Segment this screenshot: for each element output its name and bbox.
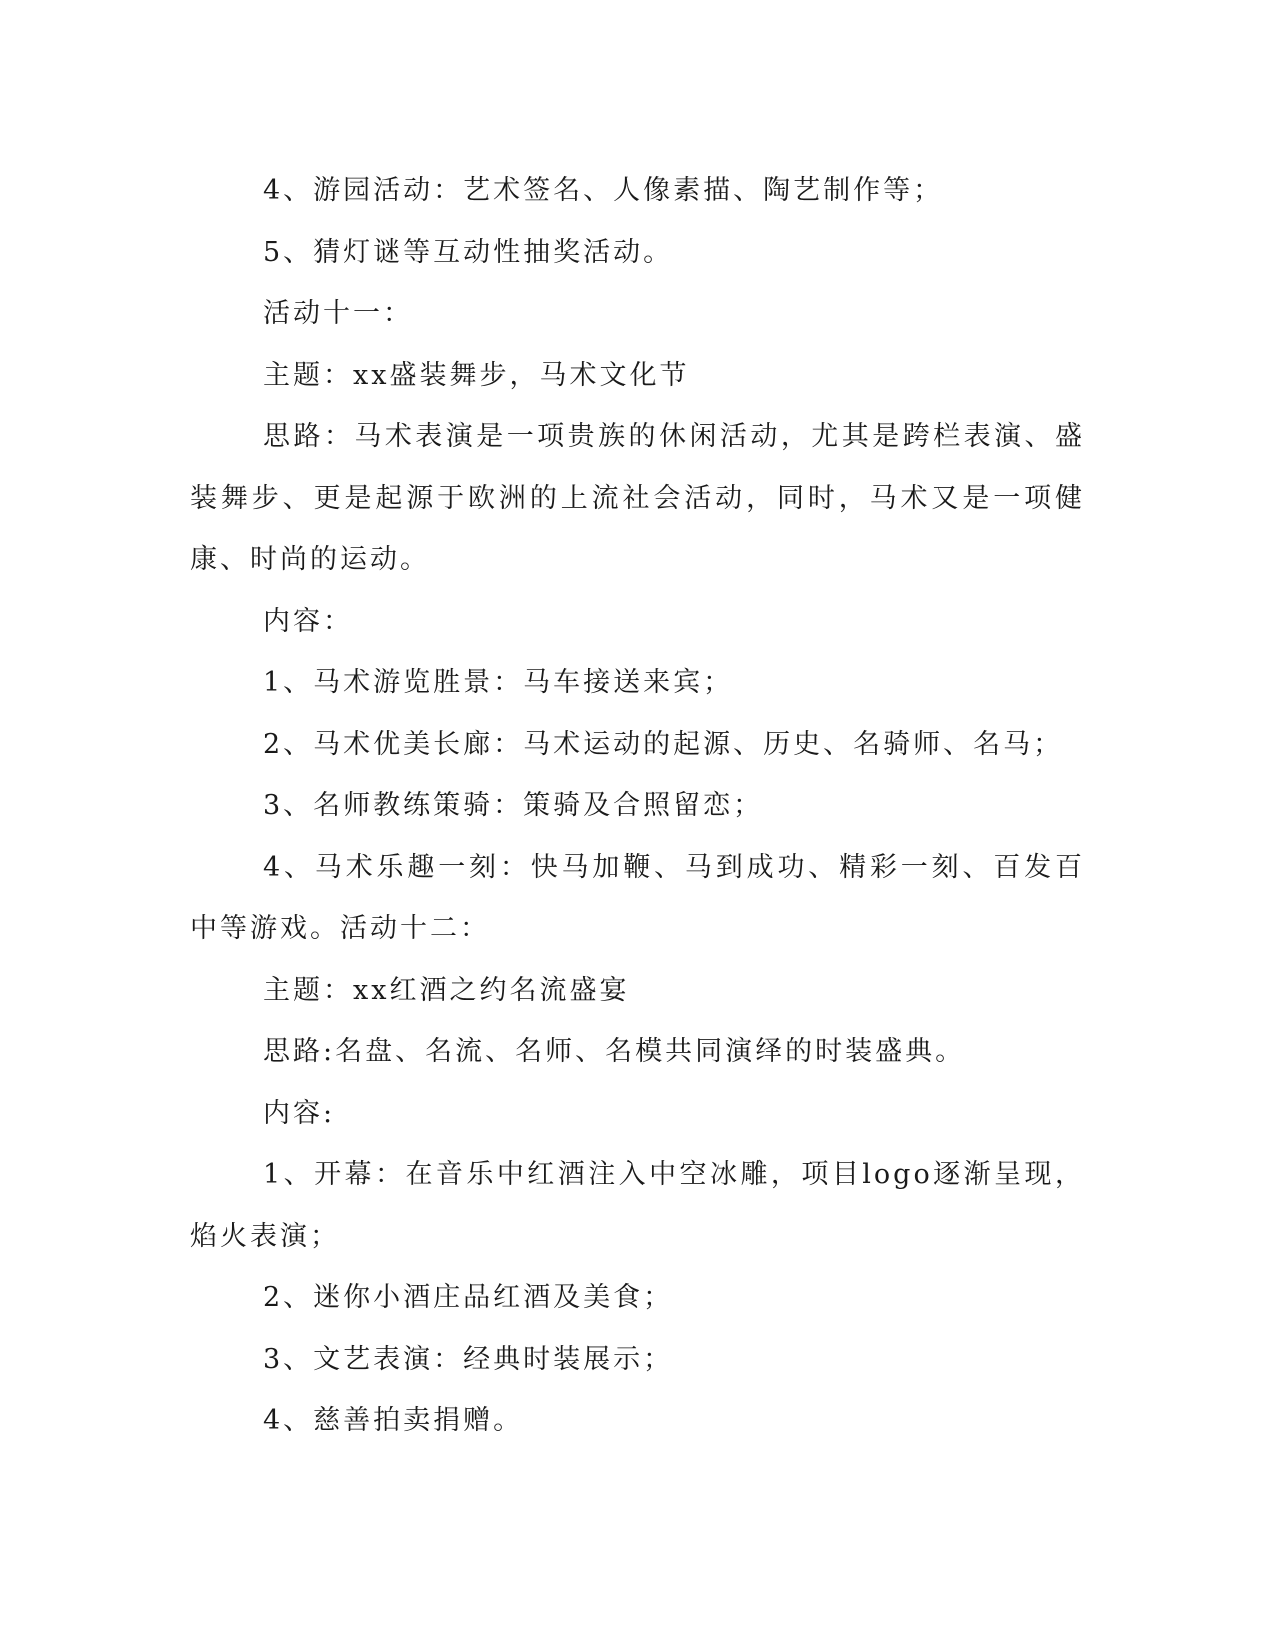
heading-content-twelve: 内容: (263, 1097, 336, 1129)
list-item-equestrian-1: 1、马术游览胜景：马车接送来宾； (263, 667, 734, 698)
list-item-wine-1: 1、开幕：在音乐中红酒注入中空冰雕，项目logo逐渐呈现，焰火表演； (190, 1159, 1085, 1252)
paragraph-lantern-riddles: 5、猜灯谜等互动性抽奖活动。 (263, 236, 674, 268)
list-item-equestrian-2: 2、马术优美长廊：马术运动的起源、历史、名骑师、名马； (263, 728, 1064, 760)
list-item-wine-4: 4、慈善拍卖捐赠。 (263, 1405, 524, 1436)
document-body (190, 160, 1085, 1452)
paragraph-theme-equestrian: 主题：xx盛装舞步，马术文化节 (263, 359, 690, 391)
paragraph-idea-equestrian: 思路：马术表演是一项贵族的休闲活动，尤其是跨栏表演、盛装舞步、更是起源于欧洲的上流社会活动，同时，马术又是一项健康、时尚的运动。 (190, 421, 1085, 575)
heading-content-eleven: 内容： (263, 605, 353, 637)
list-item-equestrian-3: 3、名师教练策骑：策骑及合照留恋； (263, 790, 764, 821)
list-item-wine-3: 3、文艺表演：经典时装展示； (263, 1343, 674, 1375)
list-item-wine-2: 2、迷你小酒庄品红酒及美食； (263, 1282, 674, 1313)
paragraph-garden-activities: 4、游园活动：艺术签名、人像素描、陶艺制作等； (263, 175, 944, 206)
heading-activity-eleven: 活动十一： (263, 298, 413, 329)
list-item-equestrian-4: 4、马术乐趣一刻：快马加鞭、马到成功、精彩一刻、百发百中等游戏。活动十二： (190, 851, 1085, 944)
paragraph-idea-wine: 思路:名盘、名流、名师、名模共同演绎的时装盛典。 (263, 1036, 966, 1067)
paragraph-theme-wine: 主题：xx红酒之约名流盛宴 (263, 974, 630, 1006)
